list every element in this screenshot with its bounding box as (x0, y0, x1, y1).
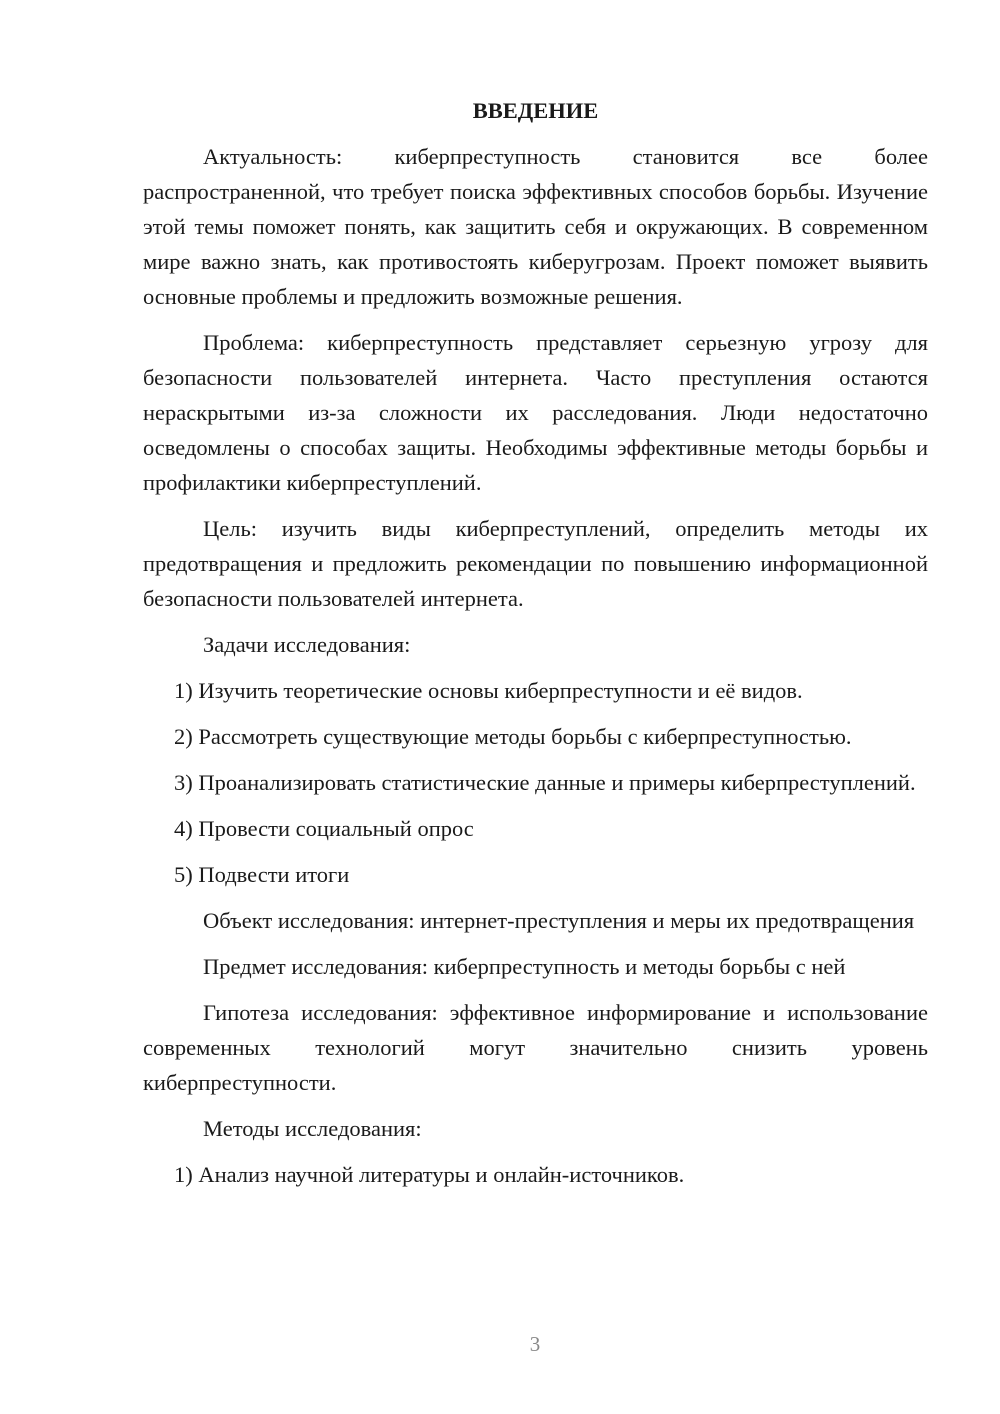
section-title: ВВЕДЕНИЕ (472, 98, 599, 123)
subject-paragraph: Предмет исследования: киберпреступность и методы борьбы с ней (203, 954, 846, 979)
page-content (143, 93, 928, 1203)
object-paragraph: Объект исследования: интернет-преступления и меры их предотвращения (203, 908, 915, 933)
task-item: 1) Изучить теоретические основы киберпреступности и её видов. (174, 678, 803, 703)
page-number: 3 (529, 1332, 541, 1356)
task-item: 5) Подвести итоги (174, 862, 350, 887)
goal-paragraph: Цель: изучить виды киберпреступлений, определить методы их предотвращения и предложить рекомендации по повышению информационной безопасности пользователей интернета. (143, 516, 928, 611)
tasks-heading: Задачи исследования: (203, 632, 411, 657)
task-item: 3) Проанализировать статистические данные и примеры киберпреступлений. (174, 770, 916, 795)
task-item: 2) Рассмотреть существующие методы борьбы с киберпреступностью. (174, 724, 852, 749)
hypothesis-paragraph: Гипотеза исследования: эффективное информирование и использование современных технологий могут значительно снизить уровень киберпреступности. (143, 1000, 928, 1095)
method-item: 1) Анализ научной литературы и онлайн-источников. (174, 1162, 685, 1187)
task-item: 4) Провести социальный опрос (174, 816, 474, 841)
methods-heading: Методы исследования: (203, 1116, 422, 1141)
problem-paragraph: Проблема: киберпреступность представляет серьезную угрозу для безопасности пользователей интернета. Часто преступления остаются нераскрытыми из-за сложности их расследования. Люди недостаточно осведомлены о способах защиты. Необходимы эффективные методы борьбы и профилактики киберпреступлений. (143, 330, 928, 495)
relevance-paragraph: Актуальность: киберпреступность становится все более распространенной, что требует поиска эффективных способов борьбы. Изучение этой темы поможет понять, как защитить себя и окружающих. В современном мире важно знать, как противостоять киберугрозам. Проект поможет выявить основные проблемы и предложить возможные решения. (143, 144, 928, 309)
